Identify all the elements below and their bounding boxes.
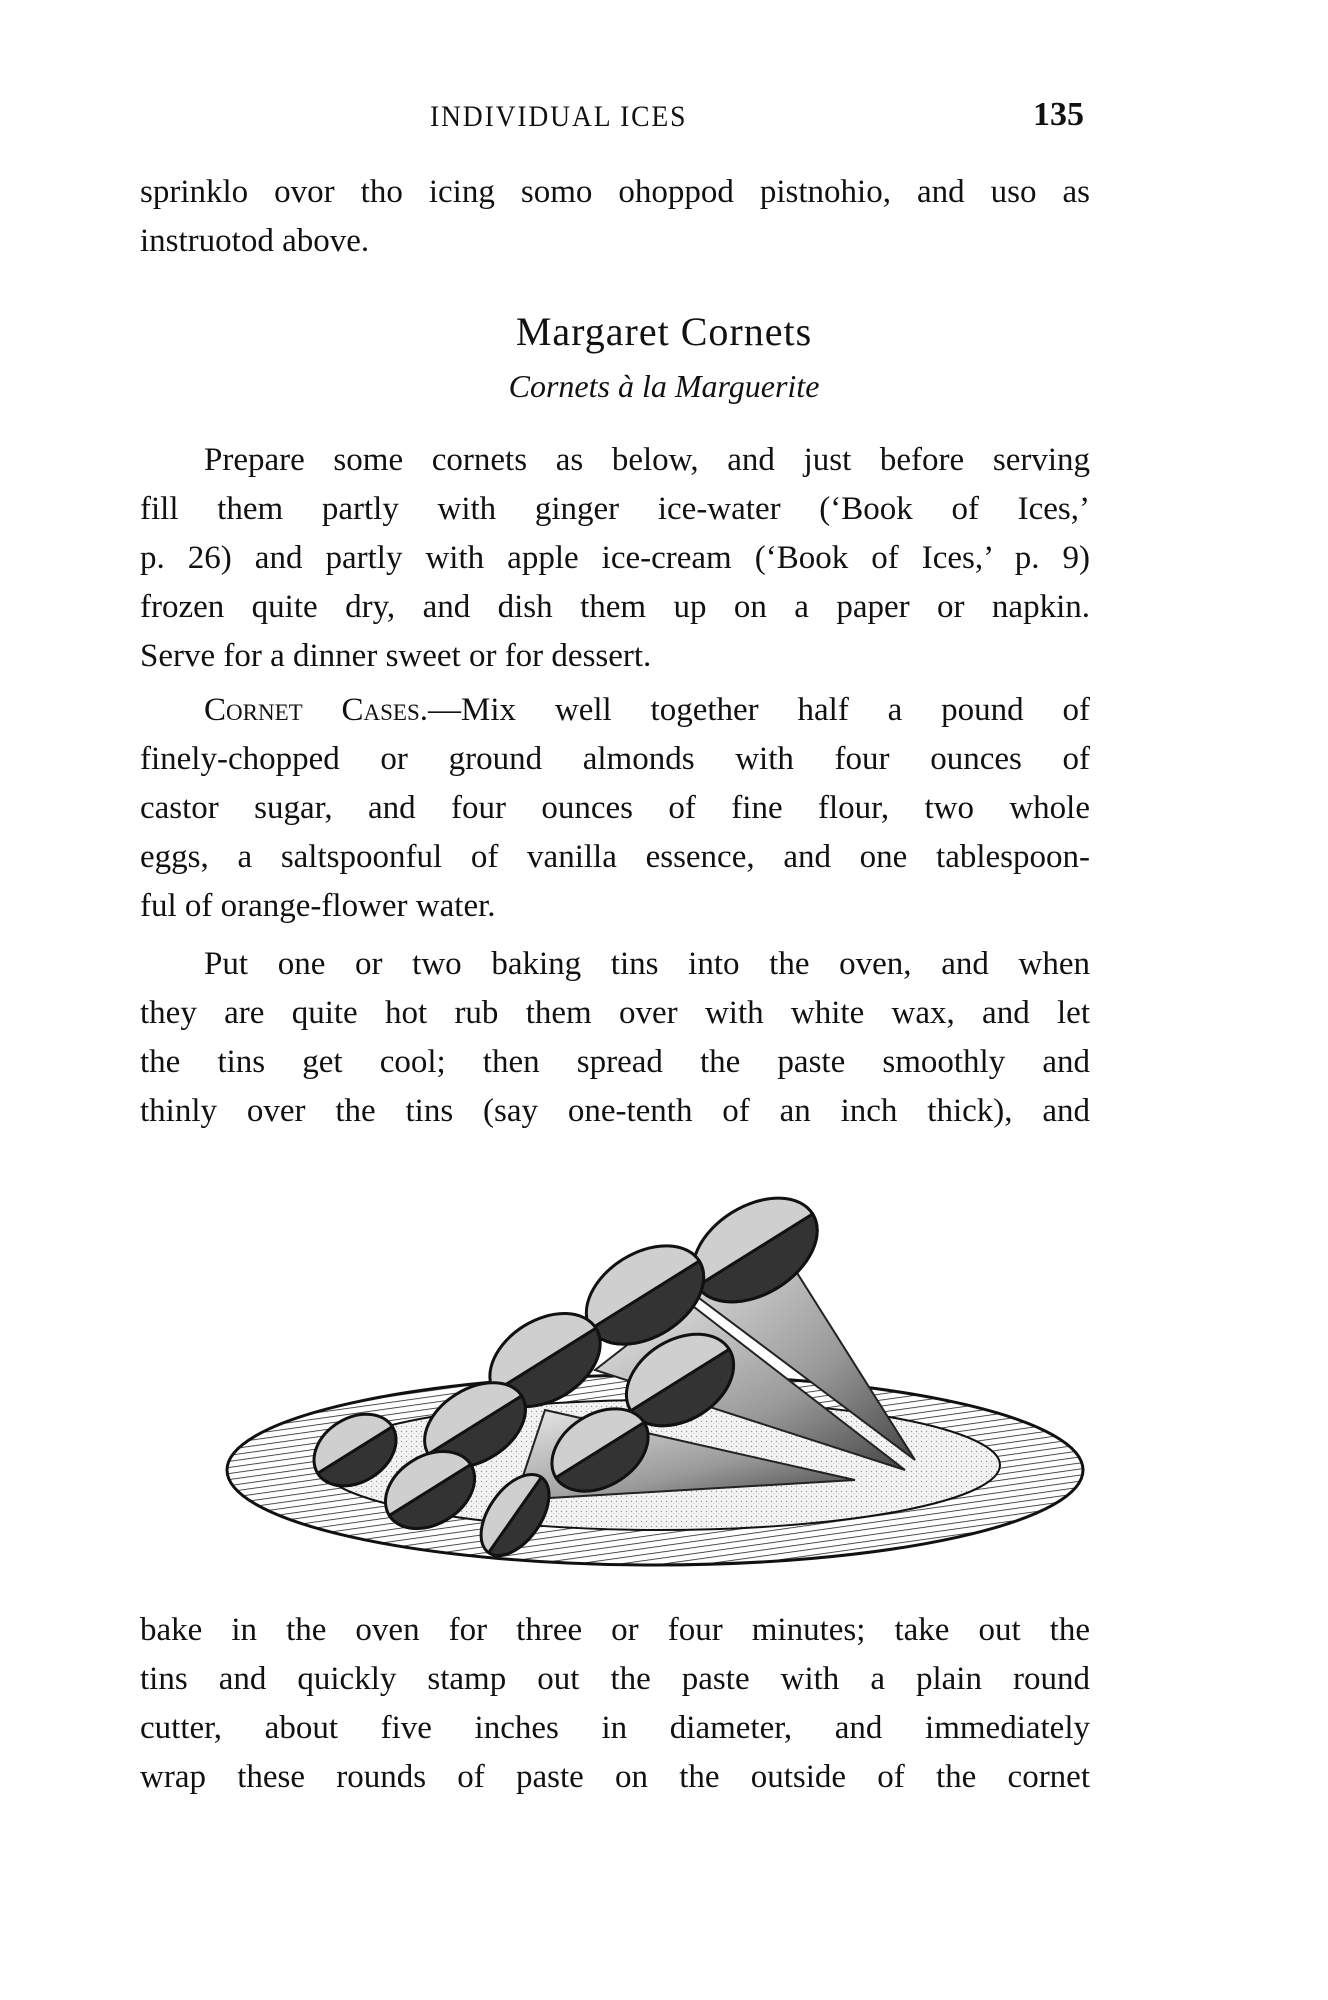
text-line: wrap these rounds of paste on the outside of the cornet <box>140 1759 1090 1795</box>
text-line: instruotod above. <box>140 223 370 259</box>
text-line: bake in the oven for three or four minutes; take out the <box>140 1612 1090 1648</box>
text-line: tins and quickly stamp out the paste with a plain round <box>140 1661 1090 1697</box>
text-line: the tins get cool; then spread the paste smoothly and <box>140 1044 1090 1080</box>
paragraph-intro <box>140 436 1090 681</box>
text-line: cutter, about five inches in diameter, and immediately <box>140 1710 1090 1746</box>
text-line: Serve for a dinner sweet or for dessert. <box>140 638 652 674</box>
paragraph-cornet-cases <box>140 686 1090 931</box>
text-line: ful of orange-flower water. <box>140 888 496 924</box>
continuation-paragraph <box>140 168 1090 266</box>
paragraph-baking-continued <box>140 1606 1090 1802</box>
text-line: frozen quite dry, and dish them up on a paper or napkin. <box>140 589 1090 625</box>
page-number: 135 <box>1033 96 1084 133</box>
text-line: p. 26) and partly with apple ice-cream (‘Book of Ices,’ p. 9) <box>140 540 1090 576</box>
text-line: sprinklo ovor tho icing somo ohoppod pistnohio, and uso as <box>140 174 1090 210</box>
recipe-subtitle: Cornets à la Marguerite <box>508 368 820 404</box>
text-line: Prepare some cornets as below, and just before serving <box>204 442 1090 478</box>
recipe-title: Margaret Cornets <box>515 309 813 354</box>
text-line: thinly over the tins (say one-tenth of an inch thick), and <box>140 1093 1090 1129</box>
text-line: Put one or two baking tins into the oven, and when <box>204 946 1090 982</box>
cornet-cases-heading: Cornet Cases. <box>204 692 429 728</box>
text-fragment: —Mix well together half a pound of <box>428 692 1090 728</box>
text-line <box>140 686 1090 735</box>
text-line: they are quite hot rub them over with white wax, and let <box>140 995 1090 1031</box>
running-head: INDIVIDUAL ICES <box>430 100 688 133</box>
text-line: castor sugar, and four ounces of fine flour, two whole <box>140 790 1090 826</box>
text-line: finely-chopped or ground almonds with four ounces of <box>140 741 1090 777</box>
text-line: fill them partly with ginger ice-water (‘Book of Ices,’ <box>140 491 1090 527</box>
cornets-illustration <box>215 1160 1095 1570</box>
paragraph-baking <box>140 940 1090 1136</box>
text-line: eggs, a saltspoonful of vanilla essence, and one tablespoon- <box>140 839 1090 875</box>
